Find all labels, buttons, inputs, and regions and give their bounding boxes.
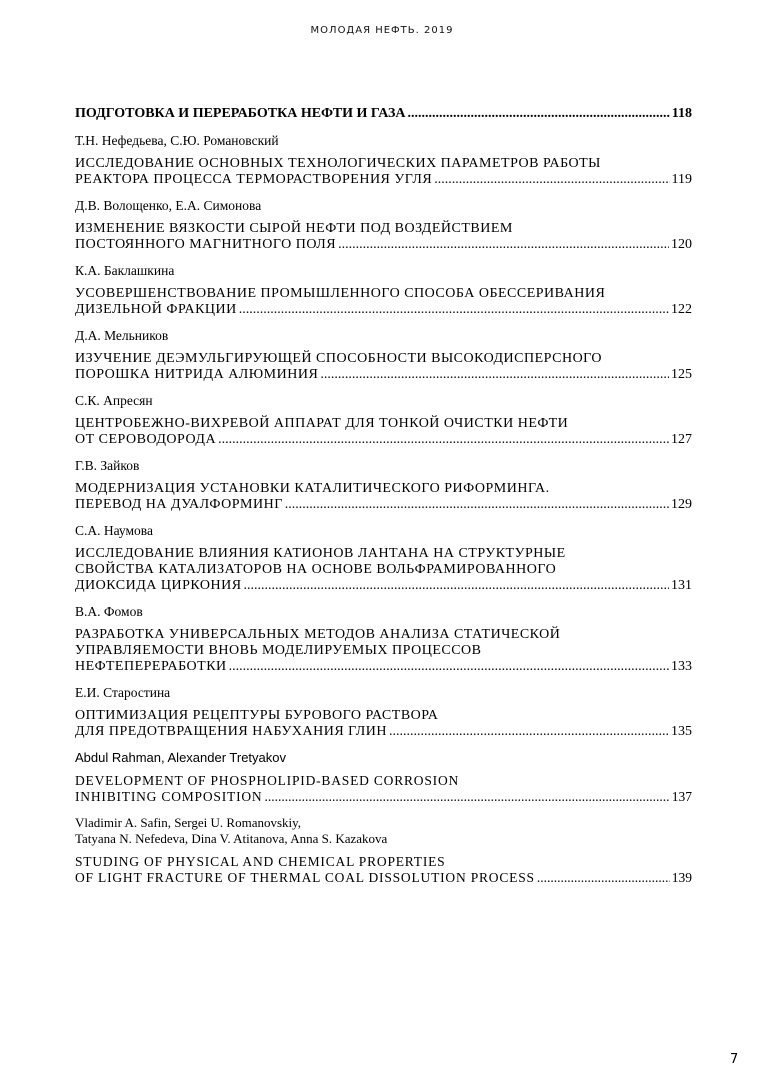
toc-entries [75,133,692,886]
section-heading[interactable] [75,105,692,122]
entry-title-line: ИЗУЧЕНИЕ ДЕЭМУЛЬГИРУЮЩЕЙ СПОСОБНОСТИ ВЫСОКОДИСПЕРСНОГО [75,351,603,366]
entry-authors-line: В.А. Фомов [75,604,143,619]
toc-entry[interactable] [75,750,692,805]
leader-dots [244,578,669,594]
section-page: 118 [671,106,692,121]
entry-title [75,286,692,318]
entry-authors [75,393,692,409]
toc-entry[interactable] [75,263,692,318]
entry-title [75,351,692,383]
entry-page: 127 [671,432,692,447]
leader-dots [320,367,669,383]
entry-authors [75,133,692,149]
table-of-contents [75,105,692,896]
toc-entry[interactable] [75,604,692,675]
entry-authors-line: С.А. Наумова [75,523,153,538]
entry-title-line [75,367,692,383]
entry-title-line: МОДЕРНИЗАЦИЯ УСТАНОВКИ КАТАЛИТИЧЕСКОГО РИФОРМИНГА. [75,481,550,496]
entry-page: 120 [671,237,692,252]
entry-authors [75,815,692,847]
toc-entry[interactable] [75,133,692,188]
entry-title-line [75,724,692,740]
entry-title [75,156,692,188]
entry-authors [75,685,692,701]
toc-entry[interactable] [75,198,692,253]
entry-title [75,854,692,886]
entry-page: 133 [671,659,692,674]
entry-page: 122 [671,302,692,317]
entry-title-line [75,870,692,886]
entry-title-line [75,302,692,318]
entry-authors [75,328,692,344]
entry-page: 119 [671,172,692,187]
toc-entry[interactable] [75,328,692,383]
leader-dots [239,302,669,318]
entry-title-line: ИЗМЕНЕНИЕ ВЯЗКОСТИ СЫРОЙ НЕФТИ ПОД ВОЗДЕЙСТВИЕМ [75,221,513,236]
entry-authors-line: К.А. Баклашкина [75,263,175,278]
entry-authors [75,198,692,214]
entry-page: 131 [671,578,692,593]
entry-authors [75,458,692,474]
entry-authors [75,604,692,620]
entry-title [75,481,692,513]
entry-title-text: РЕАКТОРА ПРОЦЕССА ТЕРМОРАСТВОРЕНИЯ УГЛЯ [75,172,433,187]
entry-authors [75,750,692,766]
entry-authors-line: Д.А. Мельников [75,328,169,343]
entry-title-line [75,432,692,448]
leader-dots [338,237,669,253]
toc-entry[interactable] [75,685,692,740]
entry-page: 139 [671,870,692,885]
entry-title-text: ПЕРЕВОД НА ДУАЛФОРМИНГ [75,497,283,512]
entry-title-line: DEVELOPMENT OF PHOSPHOLIPID-BASED CORROSION [75,773,460,788]
entry-title-text: ДИОКСИДА ЦИРКОНИЯ [75,578,242,593]
leader-dots [537,870,670,886]
entry-title-text: ОТ СЕРОВОДОРОДА [75,432,217,447]
entry-page: 125 [671,367,692,382]
leader-dots [389,724,669,740]
running-head: МОЛОДАЯ НЕФТЬ. 2019 [310,25,454,36]
entry-title-line: ЦЕНТРОБЕЖНО-ВИХРЕВОЙ АППАРАТ ДЛЯ ТОНКОЙ ОЧИСТКИ НЕФТИ [75,416,569,431]
toc-entry[interactable] [75,815,692,886]
section-title: ПОДГОТОВКА И ПЕРЕРАБОТКА НЕФТИ И ГАЗА [75,106,406,121]
entry-authors-line: Abdul Rahman, Alexander Tretyakov [75,750,287,765]
entry-authors-line: Tatyana N. Nefedeva, Dina V. Atitanova, Anna S. Kazakova [75,831,388,846]
entry-authors-line: С.К. Апресян [75,393,153,408]
entry-authors-line: Т.Н. Нефедьева, С.Ю. Романовский [75,133,279,148]
entry-title-text: НЕФТЕПЕРЕРАБОТКИ [75,659,227,674]
entry-page: 135 [671,724,692,739]
entry-title-line [75,578,692,594]
entry-page: 137 [671,789,692,804]
entry-title-text: INHIBITING COMPOSITION [75,789,263,804]
leader-dots [285,497,669,513]
toc-entry[interactable] [75,523,692,594]
entry-authors [75,263,692,279]
entry-title-line: ИССЛЕДОВАНИЕ ВЛИЯНИЯ КАТИОНОВ ЛАНТАНА НА СТРУКТУРНЫЕ [75,546,566,561]
entry-title-text: ПОРОШКА НИТРИДА АЛЮМИНИЯ [75,367,319,382]
page-number: 7 [730,1052,739,1067]
entry-authors-line: Г.В. Зайков [75,458,140,473]
entry-title-line: УПРАВЛЯЕМОСТИ ВНОВЬ МОДЕЛИРУЕМЫХ ПРОЦЕССОВ [75,643,482,658]
entry-title-line [75,497,692,513]
entry-title-text: ПОСТОЯННОГО МАГНИТНОГО ПОЛЯ [75,237,337,252]
entry-title-line [75,789,692,805]
leader-dots [229,659,669,675]
entry-title [75,627,692,675]
entry-title-line: УСОВЕРШЕНСТВОВАНИЕ ПРОМЫШЛЕННОГО СПОСОБА ОБЕССЕРИВАНИЯ [75,286,606,301]
entry-title-text: ДЛЯ ПРЕДОТВРАЩЕНИЯ НАБУХАНИЯ ГЛИН [75,724,387,739]
leader-dots [264,789,669,805]
entry-title-text: ДИЗЕЛЬНОЙ ФРАКЦИИ [75,302,237,317]
entry-title [75,773,692,805]
entry-title-line: РАЗРАБОТКА УНИВЕРСАЛЬНЫХ МЕТОДОВ АНАЛИЗА СТАТИЧЕСКОЙ [75,627,561,642]
entry-title-line [75,237,692,253]
leader-dots [408,105,670,122]
entry-title-line: СВОЙСТВА КАТАЛИЗАТОРОВ НА ОСНОВЕ ВОЛЬФРАМИРОВАННОГО [75,562,557,577]
leader-dots [434,172,669,188]
entry-title-line: ОПТИМИЗАЦИЯ РЕЦЕПТУРЫ БУРОВОГО РАСТВОРА [75,708,439,723]
leader-dots [218,432,669,448]
entry-title-line: ИССЛЕДОВАНИЕ ОСНОВНЫХ ТЕХНОЛОГИЧЕСКИХ ПАРАМЕТРОВ РАБОТЫ [75,156,601,171]
entry-authors-line: Vladimir A. Safin, Sergei U. Romanovskiy, [75,815,302,830]
entry-title-line [75,172,692,188]
entry-authors-line: Д.В. Волощенко, Е.А. Симонова [75,198,262,213]
entry-authors [75,523,692,539]
toc-entry[interactable] [75,393,692,448]
entry-title-line [75,659,692,675]
entry-title [75,708,692,740]
entry-title-text: OF LIGHT FRACTURE OF THERMAL COAL DISSOLUTION PROCESS [75,870,535,885]
toc-entry[interactable] [75,458,692,513]
entry-title [75,416,692,448]
entry-title [75,221,692,253]
entry-title [75,546,692,594]
entry-title-line: STUDING OF PHYSICAL AND CHEMICAL PROPERTIES [75,854,446,869]
entry-page: 129 [671,497,692,512]
entry-authors-line: Е.И. Старостина [75,685,171,700]
